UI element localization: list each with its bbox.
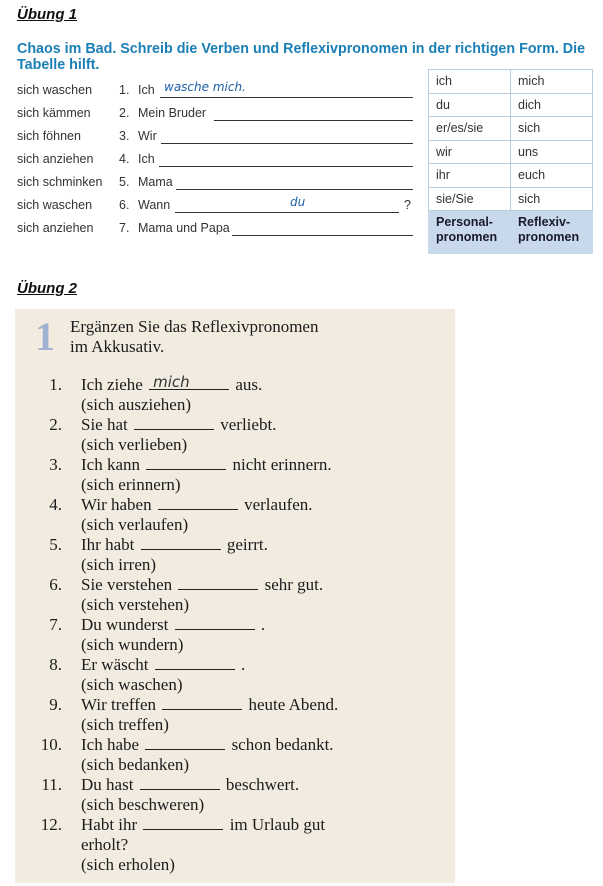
answer-blank[interactable] — [162, 695, 242, 710]
item-number: 3. — [49, 455, 62, 474]
item-number: 12. — [40, 815, 62, 834]
answer-blank[interactable] — [178, 575, 258, 590]
pronoun-table — [428, 69, 593, 254]
item-sentence: Er wäscht . — [81, 655, 246, 674]
sentence-number: 5. — [119, 175, 130, 189]
sentence-number: 1. — [119, 83, 130, 97]
item-number: 2. — [49, 415, 62, 434]
table-row — [429, 70, 593, 94]
item-number: 9. — [49, 695, 62, 714]
question-mark: ? — [404, 198, 411, 212]
item-sentence: Sie verstehen sehr gut. — [81, 575, 324, 594]
sentence-start: Mama — [138, 175, 173, 189]
personal-pronoun-cell: ich — [429, 70, 511, 94]
answer-line[interactable] — [159, 166, 413, 167]
sentence-start: Wann — [138, 198, 171, 212]
verb-infinitive: sich waschen — [17, 83, 93, 97]
answer-blank[interactable] — [175, 615, 255, 630]
item-hint: (sich verstehen) — [81, 595, 190, 614]
item-number: 11. — [41, 775, 62, 794]
answer-blank[interactable] — [141, 535, 221, 550]
item-number: 10. — [40, 735, 62, 754]
personal-pronoun-cell: ihr — [429, 164, 511, 188]
table-row — [429, 164, 593, 188]
answer-blank[interactable] — [158, 495, 238, 510]
item-sentence: Ich kann nicht erinnern. — [81, 455, 332, 474]
item-sentence: Wir haben verlaufen. — [81, 495, 313, 514]
exercise-2-heading: Übung 2 — [17, 280, 77, 297]
item-number: 5. — [49, 535, 62, 554]
item-hint: (sich verlieben) — [81, 435, 188, 454]
answer-line[interactable] — [175, 212, 399, 213]
sentence-number: 6. — [119, 198, 130, 212]
item-hint: (sich irren) — [81, 555, 157, 574]
sentence-number: 4. — [119, 152, 130, 166]
sentence-number: 7. — [119, 221, 130, 235]
answer-line[interactable] — [214, 120, 413, 121]
item-number: 8. — [49, 655, 62, 674]
answer-line[interactable] — [176, 189, 413, 190]
reflexive-pronoun-cell: uns — [511, 140, 593, 164]
item-number: 7. — [49, 615, 62, 634]
exercise-2-instruction: Ergänzen Sie das Reflexivpronomen im Akkusativ. — [70, 317, 319, 356]
item-hint: (sich treffen) — [81, 715, 169, 734]
reflexive-pronoun-cell: mich — [511, 70, 593, 94]
reflexive-pronoun-cell: dich — [511, 93, 593, 117]
item-hint: (sich wundern) — [81, 635, 184, 654]
answer-blank[interactable] — [134, 415, 214, 430]
table-footer — [429, 211, 593, 254]
reflexive-pronoun-header: Reflexiv- pronomen — [511, 211, 593, 254]
verb-infinitive: sich schminken — [17, 175, 103, 189]
handwritten-answer: mich — [153, 373, 190, 391]
reflexive-pronoun-cell: euch — [511, 164, 593, 188]
verb-infinitive: sich föhnen — [17, 129, 81, 143]
table-row — [429, 93, 593, 117]
answer-blank[interactable] — [140, 775, 220, 790]
item-sentence-continued: erholt? — [81, 835, 129, 854]
verb-infinitive: sich anziehen — [17, 221, 94, 235]
item-number: 4. — [49, 495, 62, 514]
table-row — [429, 140, 593, 164]
sentence-number: 2. — [119, 106, 130, 120]
answer-blank[interactable] — [146, 455, 226, 470]
item-sentence: Ich habe schon bedankt. — [81, 735, 334, 754]
reflexive-pronoun-cell: sich — [511, 187, 593, 211]
item-sentence: Du hast beschwert. — [81, 775, 300, 794]
verb-infinitive: sich waschen — [17, 198, 93, 212]
item-sentence: Habt ihr im Urlaub gut — [81, 815, 326, 834]
sentence-start: Ich — [138, 152, 155, 166]
personal-pronoun-header: Personal- pronomen — [429, 211, 511, 254]
item-sentence: Ich ziehe mich aus. — [81, 373, 263, 394]
handwritten-answer: du — [290, 195, 306, 209]
answer-blank[interactable] — [145, 735, 225, 750]
verb-infinitive: sich anziehen — [17, 152, 94, 166]
item-number: 6. — [49, 575, 62, 594]
table-row — [429, 187, 593, 211]
item-sentence: Ihr habt geirrt. — [81, 535, 268, 554]
answer-line[interactable] — [160, 97, 413, 98]
sentence-start: Mama und Papa — [138, 221, 230, 235]
handwritten-answer: wasche mich. — [164, 80, 246, 94]
answer-blank[interactable] — [143, 815, 223, 830]
table-row — [429, 117, 593, 141]
item-hint: (sich waschen) — [81, 675, 183, 694]
item-hint: (sich erinnern) — [81, 475, 181, 494]
personal-pronoun-cell: sie/Sie — [429, 187, 511, 211]
item-hint: (sich verlaufen) — [81, 515, 189, 534]
item-sentence: Du wunderst . — [81, 615, 266, 634]
answer-blank[interactable] — [155, 655, 235, 670]
item-sentence: Sie hat verliebt. — [81, 415, 277, 434]
personal-pronoun-cell: er/es/sie — [429, 117, 511, 141]
item-sentence: Wir treffen heute Abend. — [81, 695, 339, 714]
textbook-page — [15, 309, 455, 883]
personal-pronoun-cell: du — [429, 93, 511, 117]
reflexive-pronoun-cell: sich — [511, 117, 593, 141]
sentence-start: Wir — [138, 129, 157, 143]
verb-infinitive: sich kämmen — [17, 106, 91, 120]
exercise-number: 1 — [35, 314, 55, 359]
sentence-start: Mein Bruder — [138, 106, 207, 120]
item-hint: (sich erholen) — [81, 855, 175, 874]
answer-line[interactable] — [232, 235, 413, 236]
item-number: 1. — [49, 375, 62, 394]
item-hint: (sich beschweren) — [81, 795, 205, 814]
item-hint: (sich ausziehen) — [81, 395, 191, 414]
sentence-number: 3. — [119, 129, 130, 143]
answer-line[interactable] — [161, 143, 413, 144]
sentence-start: Ich — [138, 83, 155, 97]
exercise-1-instruction: Chaos im Bad. Schreib die Verben und Reflexivpronomen in der richtigen Form. Die Tabelle hilft. — [17, 41, 586, 73]
answer-blank[interactable] — [149, 375, 229, 390]
personal-pronoun-cell: wir — [429, 140, 511, 164]
exercise-1-heading: Übung 1 — [17, 6, 77, 23]
item-hint: (sich bedanken) — [81, 755, 190, 774]
